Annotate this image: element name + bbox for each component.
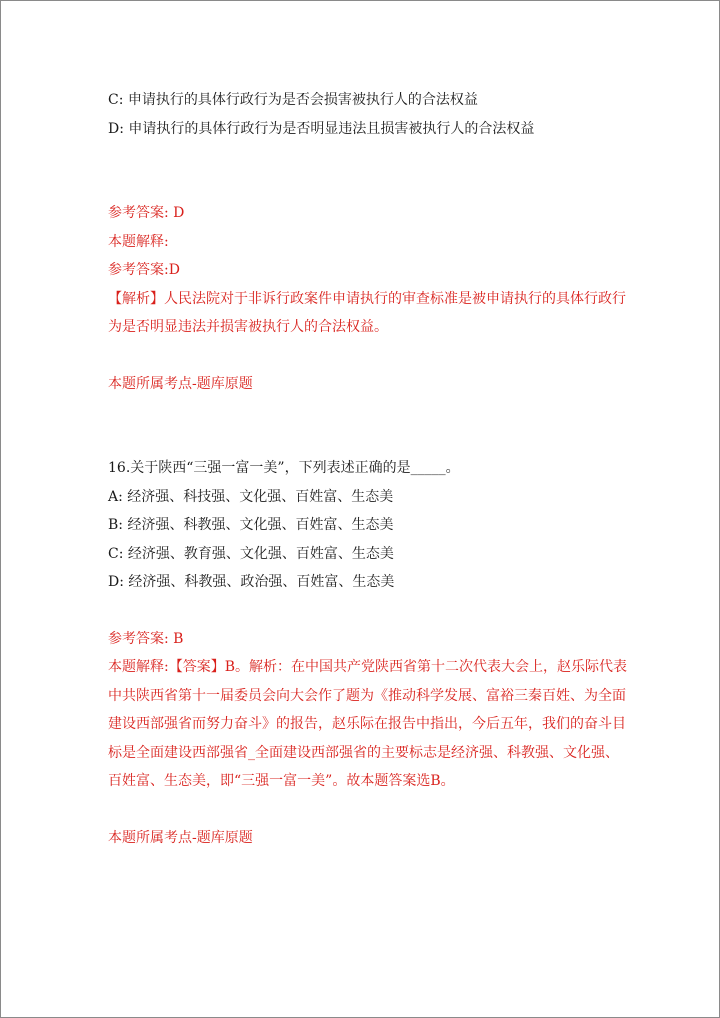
- q15-answer-repeat: 参考答案:D: [108, 262, 180, 278]
- q15-analysis-tag: 【解析】: [108, 290, 164, 307]
- q15-option-d: D: 申请执行的具体行政行为是否明显违法且损害被执行人的合法权益: [108, 120, 535, 137]
- q16-option-d: D: 经济强、科教强、政治强、百姓富、生态美: [108, 574, 395, 590]
- q15-analysis: [108, 285, 628, 342]
- q16-option-b: B: 经济强、科教强、文化强、百姓富、生态美: [108, 517, 394, 533]
- q16-answer: 参考答案: B: [108, 630, 184, 647]
- q16-explanation: 本题解释:【答案】B。解析：在中国共产党陕西省第十二次代表大会上，赵乐际代表中共陕西省第十一届委员会向大会作了题为《推动科学发展、富裕三秦百姓、为全面建设西部强省而努力奋斗》的报告，赵乐际在报告中指出，今后五年，我们的奋斗目标是全面建设西部强省_全面建设西部强省的主要标志是经济强、科教强、文化强、百姓富、生态美，即“三强一富一美”。故本题答案选B。: [108, 659, 628, 789]
- q15-option-c: C: 申请执行的具体行政行为是否会损害被执行人的合法权益: [108, 92, 478, 108]
- document-body: [108, 86, 628, 852]
- q16-stem: 16.关于陕西“三强一富一美”，下列表述正确的是_____。: [108, 460, 460, 476]
- q15-source: 本题所属考点-题库原题: [108, 375, 253, 392]
- q15-answer: 参考答案: D: [108, 205, 185, 221]
- q15-analysis-text: 人民法院对于非诉行政案件申请执行的审查标准是被申请执行的具体行政行为是否明显违法并损害被执行人的合法权益。: [108, 290, 626, 335]
- q15-explanation-label: 本题解释:: [108, 233, 169, 250]
- q16-option-c: C: 经济强、教育强、文化强、百姓富、生态美: [108, 545, 394, 562]
- q16-option-a: A: 经济强、科技强、文化强、百姓富、生态美: [108, 488, 394, 505]
- q16-source: 本题所属考点-题库原题: [108, 829, 253, 846]
